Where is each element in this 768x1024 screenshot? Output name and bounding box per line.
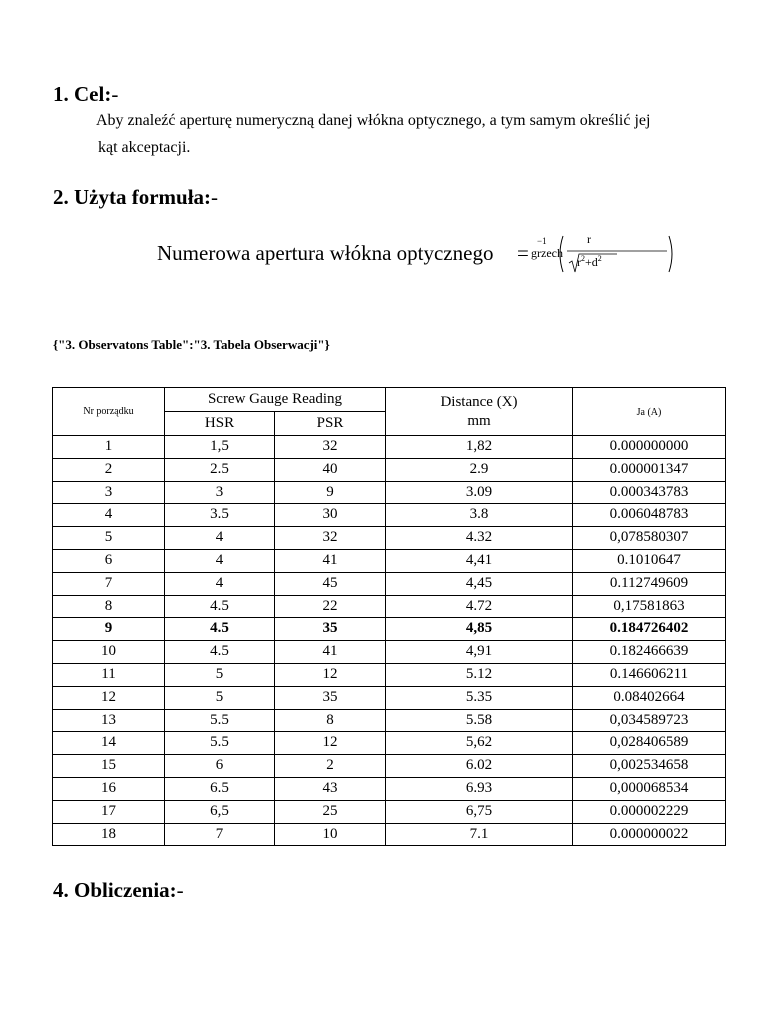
cell-nr: 16 xyxy=(53,777,165,800)
cell-ja: 0.08402664 xyxy=(573,686,726,709)
cell-hsr: 6,5 xyxy=(165,800,275,823)
cell-psr: 12 xyxy=(275,663,386,686)
cell-distance: 5.12 xyxy=(386,663,573,686)
cell-nr: 8 xyxy=(53,595,165,618)
cell-ja: 0,17581863 xyxy=(573,595,726,618)
cell-psr: 25 xyxy=(275,800,386,823)
cell-ja: 0.000001347 xyxy=(573,458,726,481)
cell-nr: 4 xyxy=(53,504,165,527)
cell-ja: 0.000000022 xyxy=(573,823,726,846)
cell-ja: 0,034589723 xyxy=(573,709,726,732)
cell-hsr: 7 xyxy=(165,823,275,846)
cell-nr: 2 xyxy=(53,458,165,481)
formula-function: grzech xyxy=(531,246,563,260)
cell-distance: 6.02 xyxy=(386,755,573,778)
cell-psr: 9 xyxy=(275,481,386,504)
observations-table xyxy=(52,387,726,846)
cell-distance: 1,82 xyxy=(386,436,573,459)
cell-hsr: 4 xyxy=(165,527,275,550)
table-row xyxy=(53,732,726,755)
header-hsr: HSR xyxy=(165,412,275,436)
cell-ja: 0.184726402 xyxy=(573,618,726,641)
cell-nr: 6 xyxy=(53,549,165,572)
cell-ja: 0.000343783 xyxy=(573,481,726,504)
table-subtitle: {"3. Observatons Table":"3. Tabela Obserwacji"} xyxy=(53,337,330,352)
cell-psr: 8 xyxy=(275,709,386,732)
header-ja: Ja (A) xyxy=(573,388,726,436)
cell-distance: 6.93 xyxy=(386,777,573,800)
cell-nr: 13 xyxy=(53,709,165,732)
cell-ja: 0.006048783 xyxy=(573,504,726,527)
cell-psr: 35 xyxy=(275,618,386,641)
table-body xyxy=(53,436,726,846)
cell-psr: 30 xyxy=(275,504,386,527)
formula-equals: = xyxy=(517,241,529,265)
cell-psr: 10 xyxy=(275,823,386,846)
heading-formula: 2. Użyta formuła:- xyxy=(53,185,219,209)
table-row xyxy=(53,755,726,778)
cell-psr: 2 xyxy=(275,755,386,778)
cell-distance: 4.72 xyxy=(386,595,573,618)
cell-ja: 0,000068534 xyxy=(573,777,726,800)
table-row xyxy=(53,527,726,550)
table-row xyxy=(53,641,726,664)
table-row xyxy=(53,823,726,846)
cell-distance: 4,45 xyxy=(386,572,573,595)
cell-distance: 4.32 xyxy=(386,527,573,550)
cell-psr: 41 xyxy=(275,641,386,664)
heading-calculations: 4. Obliczenia:- xyxy=(53,878,184,902)
cell-hsr: 4.5 xyxy=(165,595,275,618)
header-nr: Nr porządku xyxy=(53,388,165,436)
cell-nr: 14 xyxy=(53,732,165,755)
cell-distance: 4,91 xyxy=(386,641,573,664)
cell-nr: 1 xyxy=(53,436,165,459)
table-row xyxy=(53,777,726,800)
cell-distance: 7.1 xyxy=(386,823,573,846)
cell-hsr: 4.5 xyxy=(165,641,275,664)
formula xyxy=(157,232,637,276)
table-row xyxy=(53,481,726,504)
cell-hsr: 6 xyxy=(165,755,275,778)
cell-hsr: 3 xyxy=(165,481,275,504)
cell-distance: 3.8 xyxy=(386,504,573,527)
cell-psr: 43 xyxy=(275,777,386,800)
cell-nr: 18 xyxy=(53,823,165,846)
table-row xyxy=(53,618,726,641)
cell-psr: 12 xyxy=(275,732,386,755)
cell-hsr: 5 xyxy=(165,663,275,686)
cell-hsr: 4 xyxy=(165,572,275,595)
cell-distance: 2.9 xyxy=(386,458,573,481)
cell-psr: 41 xyxy=(275,549,386,572)
formula-brackets-icon xyxy=(557,232,677,276)
cell-nr: 11 xyxy=(53,663,165,686)
cell-ja: 0.1010647 xyxy=(573,549,726,572)
cell-distance: 3.09 xyxy=(386,481,573,504)
table-row xyxy=(53,549,726,572)
cell-hsr: 6.5 xyxy=(165,777,275,800)
cell-ja: 0.182466639 xyxy=(573,641,726,664)
cell-psr: 40 xyxy=(275,458,386,481)
cell-psr: 35 xyxy=(275,686,386,709)
cell-distance: 5.35 xyxy=(386,686,573,709)
header-screw-gauge: Screw Gauge Reading xyxy=(165,388,386,412)
table-row xyxy=(53,504,726,527)
cell-hsr: 3.5 xyxy=(165,504,275,527)
cell-nr: 17 xyxy=(53,800,165,823)
formula-superscript: −1 xyxy=(537,236,547,246)
cell-ja: 0.000000000 xyxy=(573,436,726,459)
cell-psr: 32 xyxy=(275,436,386,459)
table-row xyxy=(53,458,726,481)
table-row xyxy=(53,436,726,459)
cell-nr: 15 xyxy=(53,755,165,778)
cell-hsr: 4.5 xyxy=(165,618,275,641)
cell-hsr: 5.5 xyxy=(165,709,275,732)
cell-nr: 9 xyxy=(53,618,165,641)
cell-distance: 5,62 xyxy=(386,732,573,755)
table-row xyxy=(53,686,726,709)
cell-ja: 0,002534658 xyxy=(573,755,726,778)
aim-line-2: kąt akceptacji. xyxy=(98,139,191,156)
table-row xyxy=(53,595,726,618)
table-row xyxy=(53,709,726,732)
cell-nr: 7 xyxy=(53,572,165,595)
cell-hsr: 4 xyxy=(165,549,275,572)
heading-aim: 1. Cel:- xyxy=(53,82,119,106)
cell-nr: 10 xyxy=(53,641,165,664)
aim-line-1: Aby znaleźć aperturę numeryczną danej włókna optycznego, a tym samym określić jej xyxy=(96,112,651,129)
cell-distance: 4,85 xyxy=(386,618,573,641)
cell-ja: 0.000002229 xyxy=(573,800,726,823)
table-row xyxy=(53,572,726,595)
cell-distance: 4,41 xyxy=(386,549,573,572)
formula-denominator: $r^2+d^2$ xyxy=(577,254,602,269)
cell-nr: 5 xyxy=(53,527,165,550)
cell-psr: 32 xyxy=(275,527,386,550)
cell-nr: 12 xyxy=(53,686,165,709)
cell-distance: 5.58 xyxy=(386,709,573,732)
cell-psr: 22 xyxy=(275,595,386,618)
formula-numerator: r xyxy=(587,232,591,246)
cell-hsr: 2.5 xyxy=(165,458,275,481)
formula-lhs: Numerowa apertura włókna optycznego xyxy=(157,241,494,265)
header-psr: PSR xyxy=(275,412,386,436)
cell-hsr: 1,5 xyxy=(165,436,275,459)
cell-psr: 45 xyxy=(275,572,386,595)
cell-hsr: 5 xyxy=(165,686,275,709)
cell-distance: 6,75 xyxy=(386,800,573,823)
cell-ja: 0.146606211 xyxy=(573,663,726,686)
header-distance: Distance (X) mm xyxy=(386,388,573,436)
cell-ja: 0.112749609 xyxy=(573,572,726,595)
cell-nr: 3 xyxy=(53,481,165,504)
cell-ja: 0,028406589 xyxy=(573,732,726,755)
table-row xyxy=(53,663,726,686)
aim-paragraph xyxy=(78,107,728,161)
cell-ja: 0,078580307 xyxy=(573,527,726,550)
cell-hsr: 5.5 xyxy=(165,732,275,755)
table-row xyxy=(53,800,726,823)
